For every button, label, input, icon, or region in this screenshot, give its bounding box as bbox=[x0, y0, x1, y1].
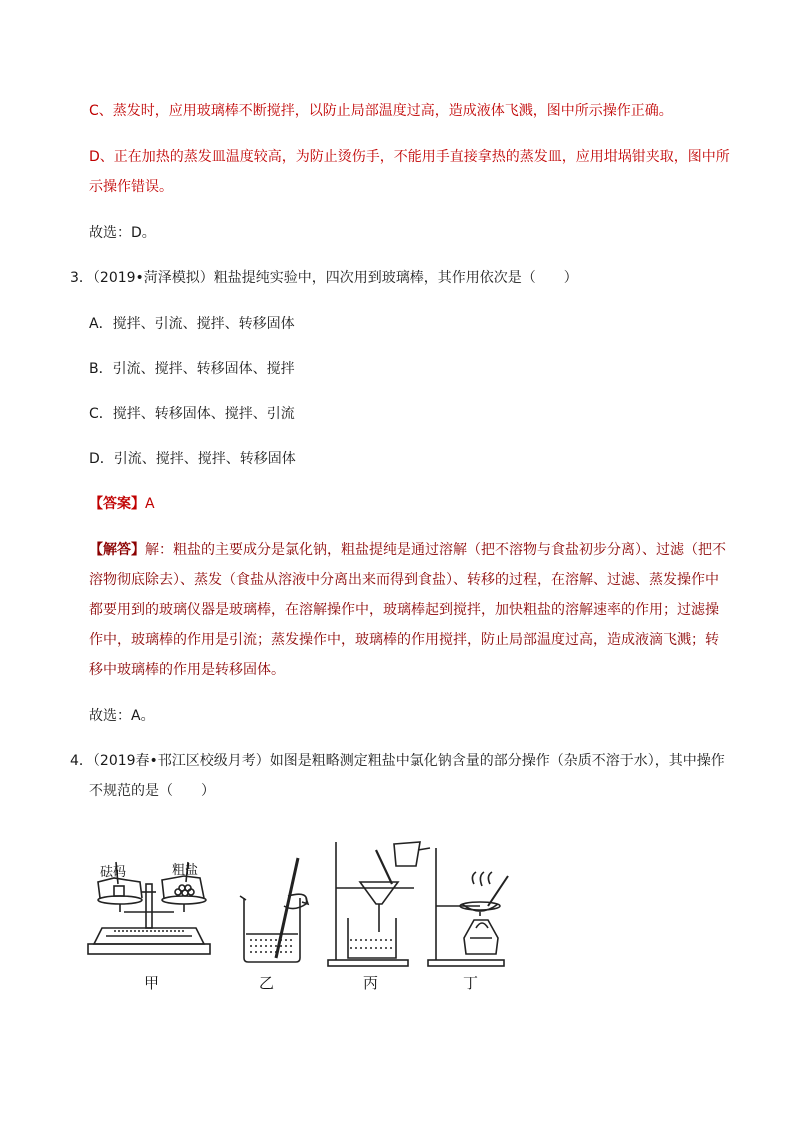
q3-analysis-line5: 移中玻璃棒的作用是转移固体。 bbox=[89, 662, 285, 678]
figure-label-bing: 丙 bbox=[363, 974, 379, 992]
q3-option-b: B．引流、搅拌、转移固体、搅拌 bbox=[89, 361, 295, 377]
q3-analysis-line4: 作中，玻璃棒的作用是引流；蒸发操作中，玻璃棒的作用搅拌，防止局部温度过高，造成液滴飞溅；转 bbox=[89, 632, 719, 648]
q2-conclusion: 故选：D。 bbox=[89, 225, 156, 241]
beaker-stirring-drawing bbox=[240, 858, 308, 962]
evaporation-drawing bbox=[428, 848, 508, 966]
q3-answer bbox=[89, 494, 155, 514]
q3-analysis-line2: 溶物彻底除去）、蒸发（食盐从溶液中分离出来而得到食盐）、转移的过程，在溶解、过滤、蒸发操作中 bbox=[89, 572, 719, 588]
q3-option-d: D．引流、搅拌、搅拌、转移固体 bbox=[89, 451, 296, 467]
q4-stem-line1: 4．（2019春•邗江区校级月考）如图是粗略测定粗盐中氯化钠含量的部分操作（杂质不溶于水），其中操作 bbox=[70, 753, 725, 769]
figure-label-yi: 乙 bbox=[259, 974, 275, 992]
crude-salt-label: 粗盐 bbox=[172, 863, 199, 878]
q3-option-a: A．搅拌、引流、搅拌、转移固体 bbox=[89, 316, 295, 332]
option-d-explanation-line1: D、正在加热的蒸发皿温度较高，为防止烫伤手，不能用手直接拿热的蒸发皿，应用坩埚钳夹取，图中所 bbox=[89, 149, 730, 165]
analysis-text: 解：粗盐的主要成分是氯化钠，粗盐提纯是通过溶解（把不溶物与食盐初步分离）、过滤（把不 bbox=[145, 542, 726, 558]
q3-analysis-line1 bbox=[89, 540, 726, 560]
analysis-tag: 【解答】 bbox=[89, 542, 145, 558]
option-c-explanation: C、蒸发时，应用玻璃棒不断搅拌，以防止局部温度过高，造成液体飞溅，图中所示操作正确。 bbox=[89, 103, 673, 119]
q3-analysis-line3: 都要用到的玻璃仪器是玻璃棒，在溶解操作中，玻璃棒起到搅拌，加快粗盐的溶解速率的作用；过滤操 bbox=[89, 602, 719, 618]
answer-tag: 【答案】 bbox=[89, 496, 145, 512]
weight-label: 砝码 bbox=[100, 865, 127, 880]
q3-option-c: C．搅拌、转移固体、搅拌、引流 bbox=[89, 406, 295, 422]
figure-label-jia: 甲 bbox=[144, 974, 160, 992]
q3-stem: 3．（2019•菏泽模拟）粗盐提纯实验中，四次用到玻璃棒，其作用依次是（ ） bbox=[70, 270, 578, 286]
answer-value: A bbox=[145, 496, 155, 512]
figure-label-ding: 丁 bbox=[463, 974, 479, 992]
option-d-explanation-line2: 示操作错误。 bbox=[89, 179, 173, 195]
filtration-drawing bbox=[328, 842, 430, 966]
q3-conclusion: 故选：A。 bbox=[89, 708, 155, 724]
q4-stem-line2: 不规范的是（ ） bbox=[89, 783, 215, 799]
